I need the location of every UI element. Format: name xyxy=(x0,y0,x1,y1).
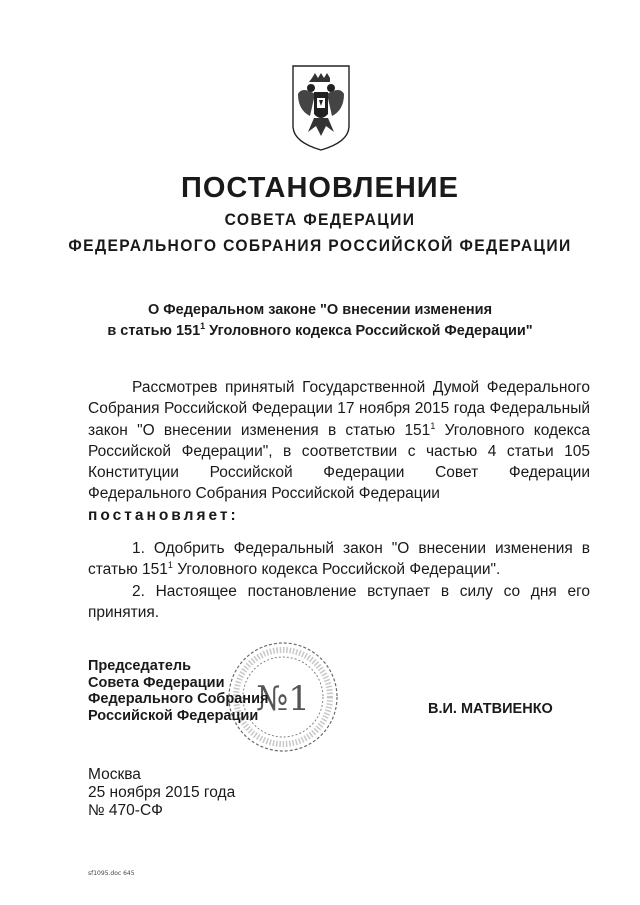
signatory-title-block xyxy=(88,658,268,724)
preamble-text-b: Уголовного кодекса Российской Федерации", в соответствии с частью 4 статьи 105 Конституции Российской Федерации Совет Федерации Федерального Собрания Российской Федерации xyxy=(88,421,590,503)
issuer-full-line: ФЕДЕРАЛЬНОГО СОБРАНИЯ РОССИЙСКОЙ ФЕДЕРАЦИИ xyxy=(68,236,572,255)
subject-line-2-pre: в статью 151 xyxy=(107,323,201,339)
document-subject xyxy=(60,300,580,342)
city: Москва xyxy=(88,766,141,783)
coat-of-arms-emblem xyxy=(290,64,352,152)
file-code-footer: sf1095.doc 645 xyxy=(88,870,135,877)
signatory-line-4: Российской Федерации xyxy=(88,707,259,724)
subject-line-1: О Федеральном законе "О внесении изменения xyxy=(147,302,493,318)
preamble-paragraph xyxy=(88,377,590,505)
signatory-line-3: Федерального Собрания xyxy=(88,691,269,707)
place-date-number xyxy=(88,766,235,820)
issuer-line: СОВЕТА ФЕДЕРАЦИИ xyxy=(224,210,416,229)
signatory-line-1: Председатель xyxy=(88,658,192,674)
date: 25 ноября 2015 года xyxy=(88,784,236,801)
item-2: 2. Настоящее постановление вступает в силу со дня его принятия. xyxy=(88,582,590,621)
document-title: ПОСТАНОВЛЕНИЕ xyxy=(181,172,459,204)
seal-number: №1 xyxy=(256,679,310,719)
subject-superscript: 1 xyxy=(200,321,206,332)
document-body xyxy=(88,377,590,623)
document-number: № 470-СФ xyxy=(88,802,163,819)
item-1 xyxy=(88,538,590,581)
signatory-name: В.И. МАТВИЕНКО xyxy=(428,701,553,717)
subject-line-2-post: Уголовного кодекса Российской Федерации" xyxy=(205,323,533,339)
item-1-text-a: 1. Одобрить Федеральный закон "О внесении изменения в статью 151 xyxy=(88,540,590,579)
item-1-text-b: Уголовного кодекса Российской Федерации". xyxy=(172,561,501,579)
preamble-superscript: 1 xyxy=(430,420,436,431)
item-1-superscript: 1 xyxy=(167,560,173,571)
decision-word: постановляет: xyxy=(88,506,239,524)
signatory-line-2: Совета Федерации xyxy=(88,674,225,691)
subject-line-2 xyxy=(60,321,580,342)
preamble-text-a: Рассмотрев принятый Государственной Думой Федерального Собрания Российской Федерации 17 ноября 2015 года Федеральный закон "О внесении изменения в статью 151 xyxy=(88,379,590,439)
